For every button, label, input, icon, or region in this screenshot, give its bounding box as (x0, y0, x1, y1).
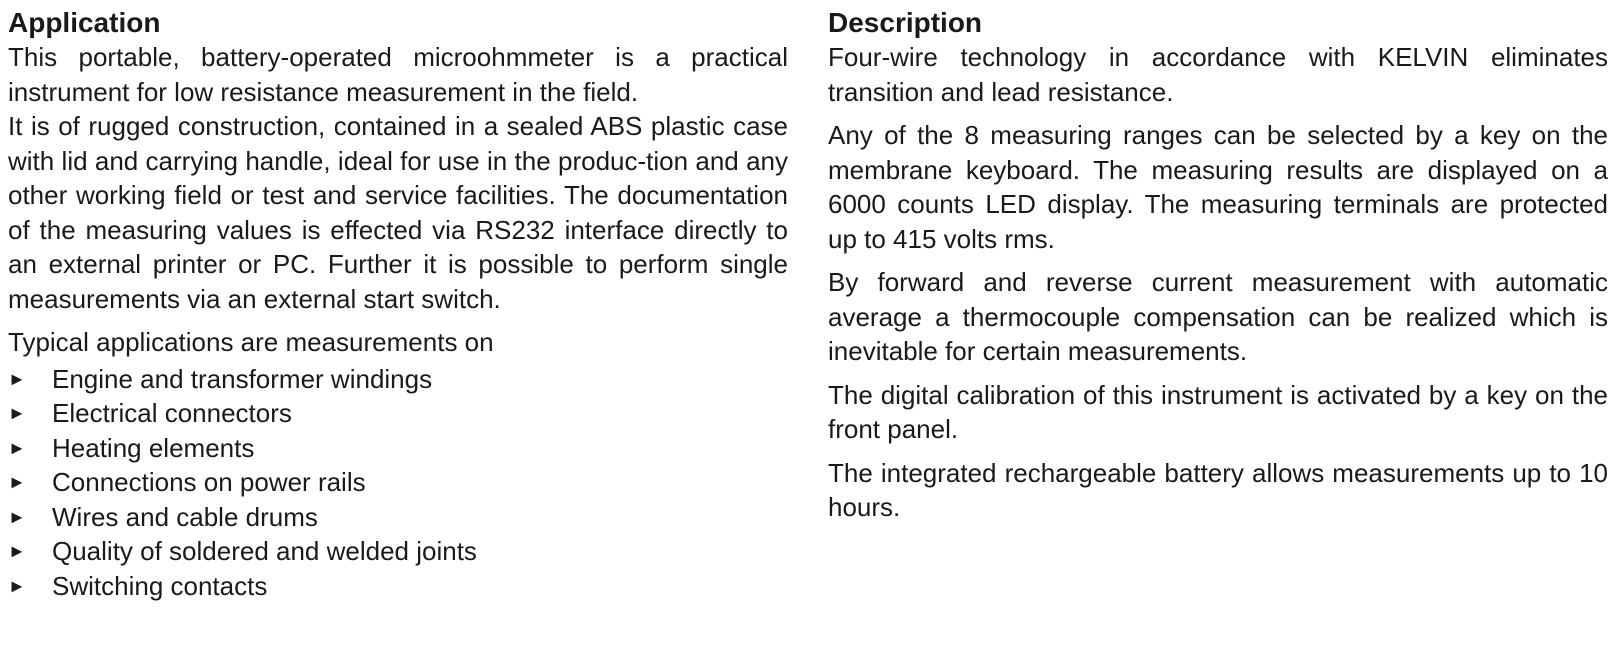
bullet-arrow-icon: ► (8, 437, 26, 458)
bullet-arrow-icon: ► (8, 403, 26, 423)
description-heading: Description (828, 7, 983, 38)
bullet-arrow-icon: ► (8, 575, 26, 596)
list-item (8, 396, 788, 431)
description-paragraph: The digital calibration of this instrument is activated by a key on the front panel. (828, 379, 1608, 444)
bullet-arrow-icon: ► (8, 506, 26, 527)
application-intro-paragraph: This portable, battery-operated microohmmeter is a practical instrument for low resistance measurement in the field. (8, 42, 788, 107)
applications-list (8, 362, 788, 604)
bullet-arrow-icon: ► (8, 541, 26, 561)
list-item (8, 465, 788, 500)
list-item (8, 500, 788, 535)
list-item-label: Connections on power rails (52, 467, 366, 497)
application-section (8, 6, 788, 603)
list-item-label: Engine and transformer windings (52, 363, 433, 394)
description-paragraph: Four-wire technology in accordance with KELVIN eliminates transition and lead resistance. (828, 42, 1608, 107)
list-item-label: Wires and cable drums (52, 501, 318, 532)
description-paragraph: Any of the 8 measuring ranges can be selected by a key on the membrane keyboard. The measuring results are displayed on a 6000 counts LED display. The measuring terminals are protected up to 415 volts rms. (828, 120, 1608, 254)
description-section (828, 6, 1608, 534)
list-item (8, 569, 788, 604)
bullet-arrow-icon: ► (8, 472, 26, 492)
list-item (8, 362, 788, 397)
list-item-label: Quality of soldered and welded joints (52, 536, 477, 566)
list-item-label: Electrical connectors (52, 398, 292, 428)
application-construction-paragraph: It is of rugged construction, contained in a sealed ABS plastic case with lid and carrying handle, ideal for use in the produc-tion and any other working field or test and service facilities. The documentation of the measuring values is effected via RS232 interface directly to an external printer or PC. Further it is possible to perform single measurements via an external start switch. (8, 111, 788, 314)
description-paragraph: By forward and reverse current measurement with automatic average a thermocouple compensation can be realized which is inevitable for certain measurements. (828, 267, 1608, 366)
list-item-label: Heating elements (52, 432, 255, 463)
bullet-arrow-icon: ► (8, 368, 26, 389)
list-item (8, 534, 788, 569)
application-heading: Application (8, 7, 161, 38)
list-item-label: Switching contacts (52, 570, 268, 601)
description-paragraph: The integrated rechargeable battery allows measurements up to 10 hours. (828, 457, 1608, 522)
list-item (8, 431, 788, 466)
typical-applications-intro: Typical applications are measurements on (8, 327, 494, 357)
